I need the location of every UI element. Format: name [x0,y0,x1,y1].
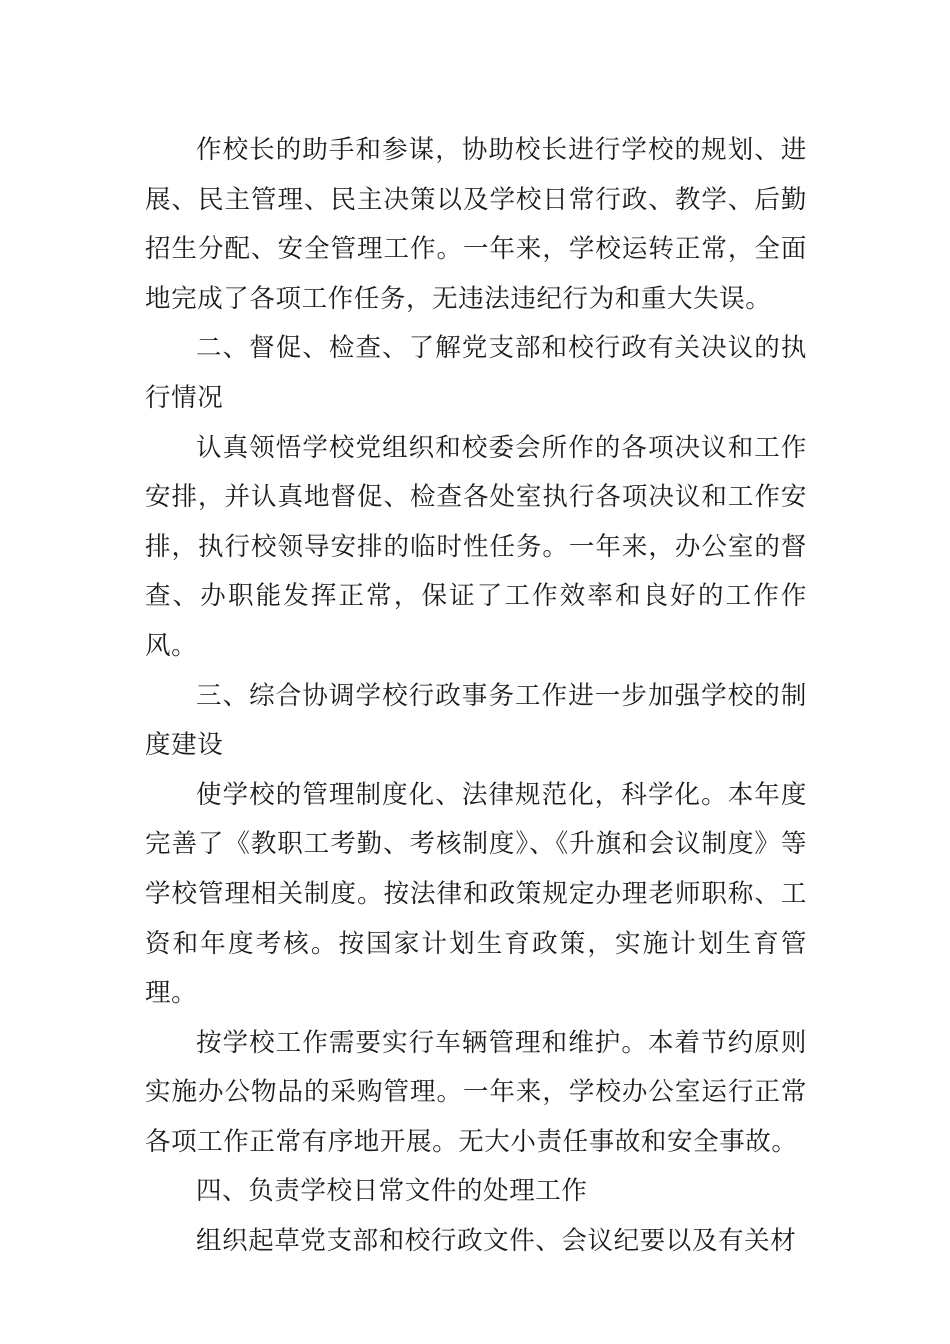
paragraph-vehicle-procurement: 按学校工作需要实行车辆管理和维护。本着节约原则实施办公物品的采购管理。一年来，学校办公室运行正常各项工作正常有序地开展。无大小责任事故和安全事故。 [145,1027,807,1157]
paragraph-duties-assistant: 作校长的助手和参谋，协助校长进行学校的规划、进展、民主管理、民主决策以及学校日常行政、教学、后勤招生分配、安全管理工作。一年来，学校运转正常，全面地完成了各项工作任务，无违法违纪行为和重大失误。 [145,135,807,314]
heading-section-four: 四、负责学校日常文件的处理工作 [196,1176,588,1207]
heading-section-three: 三、综合协调学校行政事务工作进一步加强学校的制度建设 [145,680,807,761]
paragraph-resolutions: 认真领悟学校党组织和校委会所作的各项决议和工作安排，并认真地督促、检查各处室执行各项决议和工作安排，执行校领导安排的临时性任务。一年来，办公室的督查、办职能发挥正常，保证了工作效率和良好的工作作风。 [145,432,807,661]
paragraph-documents: 组织起草党支部和校行政文件、会议纪要以及有关材 [196,1226,797,1257]
heading-section-two: 二、督促、检查、了解党支部和校行政有关决议的执行情况 [145,333,807,413]
document-body [145,126,807,1267]
paragraph-system-building: 使学校的管理制度化、法律规范化，科学化。本年度完善了《教职工考勤、考核制度》、《升旗和会议制度》等学校管理相关制度。按法律和政策规定办理老师职称、工资和年度考核。按国家计划生育政策，实施计划生育管理。 [145,779,807,1009]
